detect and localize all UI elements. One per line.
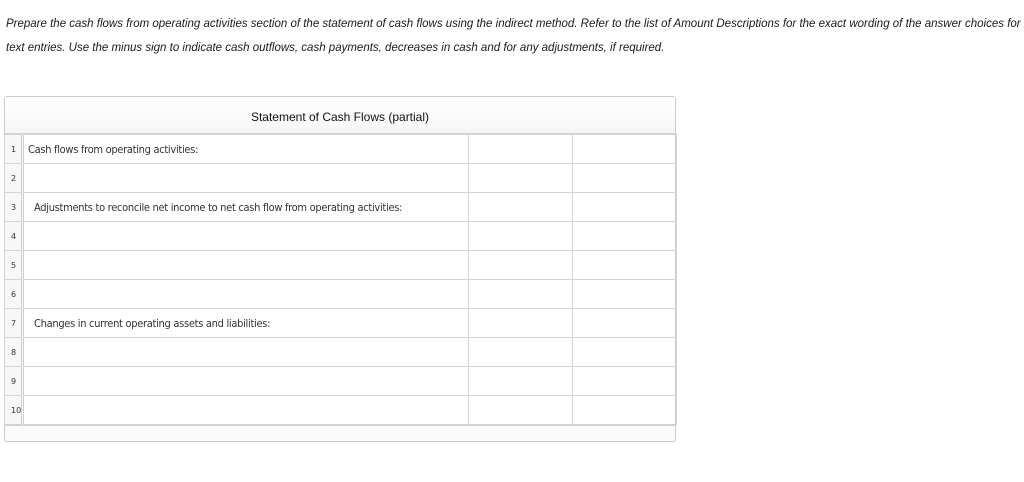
description-cell[interactable]	[23, 280, 469, 309]
description-cell[interactable]	[23, 396, 469, 425]
description-cell[interactable]	[23, 222, 469, 251]
amount-cell[interactable]	[469, 396, 573, 425]
table-row	[5, 135, 677, 164]
row-number: 10	[5, 396, 23, 425]
table-row	[5, 309, 677, 338]
row-number: 5	[5, 251, 23, 280]
worksheet-footer	[5, 425, 675, 440]
amount-cell[interactable]	[469, 135, 573, 164]
total-cell[interactable]	[573, 280, 677, 309]
row-number: 3	[5, 193, 23, 222]
amount-cell[interactable]	[469, 309, 573, 338]
table-row	[5, 164, 677, 193]
total-cell[interactable]	[573, 135, 677, 164]
amount-cell[interactable]	[469, 280, 573, 309]
worksheet-title: Statement of Cash Flows (partial)	[5, 97, 675, 134]
amount-cell[interactable]	[469, 251, 573, 280]
row-number: 7	[5, 309, 23, 338]
total-cell[interactable]	[573, 222, 677, 251]
total-cell[interactable]	[573, 367, 677, 396]
description-cell[interactable]	[23, 367, 469, 396]
amount-cell[interactable]	[469, 367, 573, 396]
amount-cell[interactable]	[469, 164, 573, 193]
instructions-text: Prepare the cash flows from operating activities section of the statement of cash flows using the indirect method. Refer to the list of Amount Descriptions for the exact wording of the answer choices for text entries. Use the minus sign to indicate cash outflows, cash payments, decreases in cash and for any adjustments, if required.	[6, 18, 1021, 54]
amount-cell[interactable]	[469, 338, 573, 367]
row-number: 6	[5, 280, 23, 309]
table-row	[5, 367, 677, 396]
table-row	[5, 280, 677, 309]
total-cell[interactable]	[573, 251, 677, 280]
row-label: Cash flows from operating activities:	[28, 142, 199, 156]
total-cell[interactable]	[573, 396, 677, 425]
total-cell[interactable]	[573, 309, 677, 338]
total-cell[interactable]	[573, 164, 677, 193]
worksheet-grid	[4, 134, 677, 425]
description-cell[interactable]	[23, 164, 469, 193]
table-row	[5, 338, 677, 367]
description-cell[interactable]	[23, 193, 469, 222]
description-cell[interactable]	[23, 309, 469, 338]
row-number: 9	[5, 367, 23, 396]
description-cell[interactable]	[23, 251, 469, 280]
cash-flow-worksheet	[4, 96, 676, 442]
row-label: Changes in current operating assets and liabilities:	[34, 316, 271, 330]
table-row	[5, 251, 677, 280]
table-row	[5, 193, 677, 222]
table-row	[5, 396, 677, 425]
description-cell[interactable]	[23, 135, 469, 164]
table-row	[5, 222, 677, 251]
amount-cell[interactable]	[469, 222, 573, 251]
row-label: Adjustments to reconcile net income to net cash flow from operating activities:	[34, 200, 403, 214]
amount-cell[interactable]	[469, 193, 573, 222]
total-cell[interactable]	[573, 338, 677, 367]
row-number: 1	[5, 135, 23, 164]
row-number: 2	[5, 164, 23, 193]
row-number: 4	[5, 222, 23, 251]
description-cell[interactable]	[23, 338, 469, 367]
row-number: 8	[5, 338, 23, 367]
total-cell[interactable]	[573, 193, 677, 222]
